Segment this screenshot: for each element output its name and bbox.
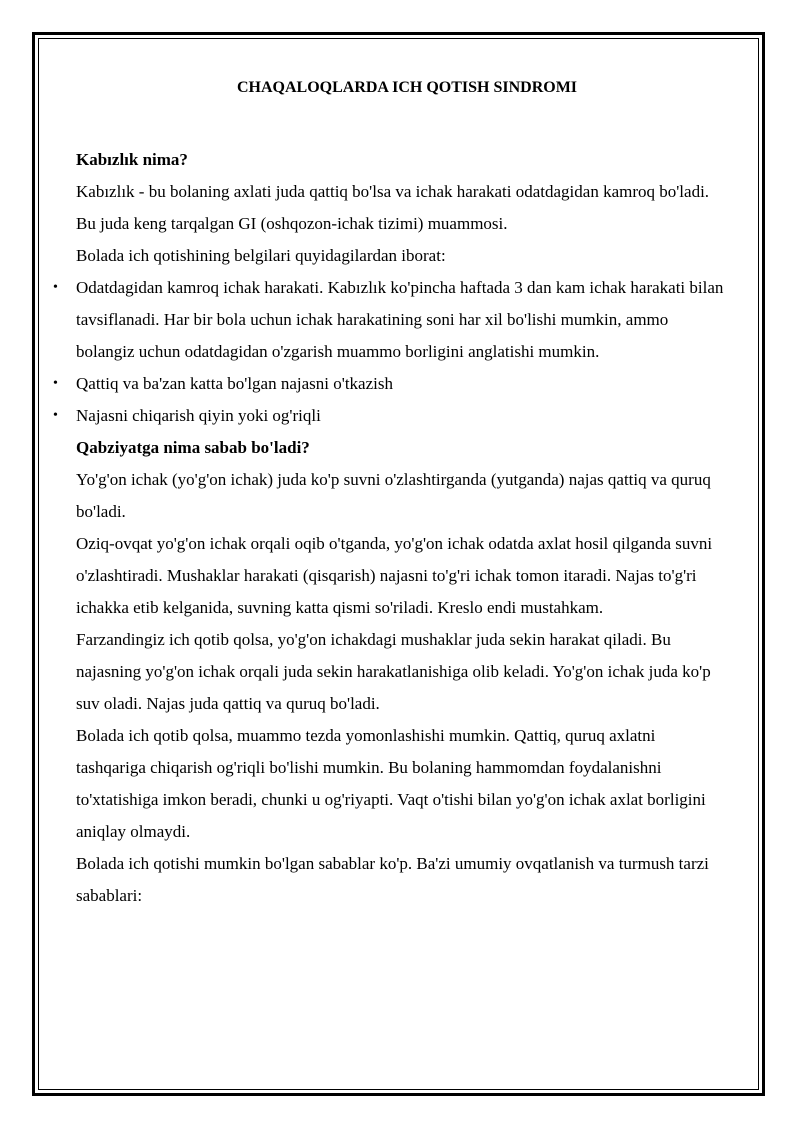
section-heading-what-is-constipation: Kabızlık nima? <box>76 150 188 169</box>
bullet-icon: • <box>53 408 58 423</box>
list-item-text: Odatdagidan kamroq ichak harakati. Kabızlık ko'pincha haftada 3 dan kam ichak harakati bilan tavsiflanadi. Har bir bola uchun ichak harakatining soni har xil bo'lishi mumkin, ammo bolangiz uchun odatdagidan o'zgarish muammo borligini anglatishi mumkin. <box>76 278 724 361</box>
list-item <box>53 368 726 400</box>
paragraph: Oziq-ovqat yo'g'on ichak orqali oqib o'tganda, yo'g'on ichak odatda axlat hosil qilganda suvni o'zlashtiradi. Mushaklar harakati (qisqarish) najasni to'g'ri ichak tomon itaradi. Najas to'g'ri ichakka etib kelganida, suvning katta qismi so'riladi. Kreslo endi mustahkam. <box>76 534 713 617</box>
document-title: CHAQALOQLARDA ICH QOTISH SINDROMI <box>236 79 578 96</box>
paragraph: Kabızlık - bu bolaning axlati juda qattiq bo'lsa va ichak harakati odatdagidan kamroq bo'ladi. Bu juda keng tarqalgan GI (oshqozon-ichak tizimi) muammosi. <box>76 182 710 233</box>
section-heading-causes: Qabziyatga nima sabab bo'ladi? <box>76 438 310 457</box>
bullet-icon: • <box>53 280 58 295</box>
document-body <box>53 74 726 912</box>
list-item <box>53 272 726 368</box>
paragraph: Bolada ich qotib qolsa, muammo tezda yomonlashishi mumkin. Qattiq, quruq axlatni tashqariga chiqarish og'riqli bo'lishi mumkin. Bu bolaning hammomdan foydalanishni to'xtatishiga imkon beradi, chunki u og'riyapti. Vaqt o'tishi bilan yo'g'on ichak axlat borligini aniqlay olmaydi. <box>76 726 706 841</box>
paragraph: Yo'g'on ichak (yo'g'on ichak) juda ko'p suvni o'zlashtirganda (yutganda) najas qattiq va quruq bo'ladi. <box>76 470 711 521</box>
bullet-icon: • <box>53 376 58 391</box>
paragraph: Bolada ich qotishining belgilari quyidagilardan iborat: <box>76 246 446 265</box>
symptom-list <box>53 272 726 432</box>
list-item <box>53 400 726 432</box>
paragraph: Bolada ich qotishi mumkin bo'lgan sabablar ko'p. Ba'zi umumiy ovqatlanish va turmush tarzi sabablari: <box>76 854 709 905</box>
paragraph: Farzandingiz ich qotib qolsa, yo'g'on ichakdagi mushaklar juda sekin harakat qiladi. Bu najasning yo'g'on ichak orqali juda sekin harakatlanishiga olib keladi. Yo'g'on ichak juda ko'p suv oladi. Najas juda qattiq va quruq bo'ladi. <box>76 630 711 713</box>
list-item-text: Qattiq va ba'zan katta bo'lgan najasni o'tkazish <box>76 374 393 393</box>
list-item-text: Najasni chiqarish qiyin yoki og'riqli <box>76 406 321 425</box>
